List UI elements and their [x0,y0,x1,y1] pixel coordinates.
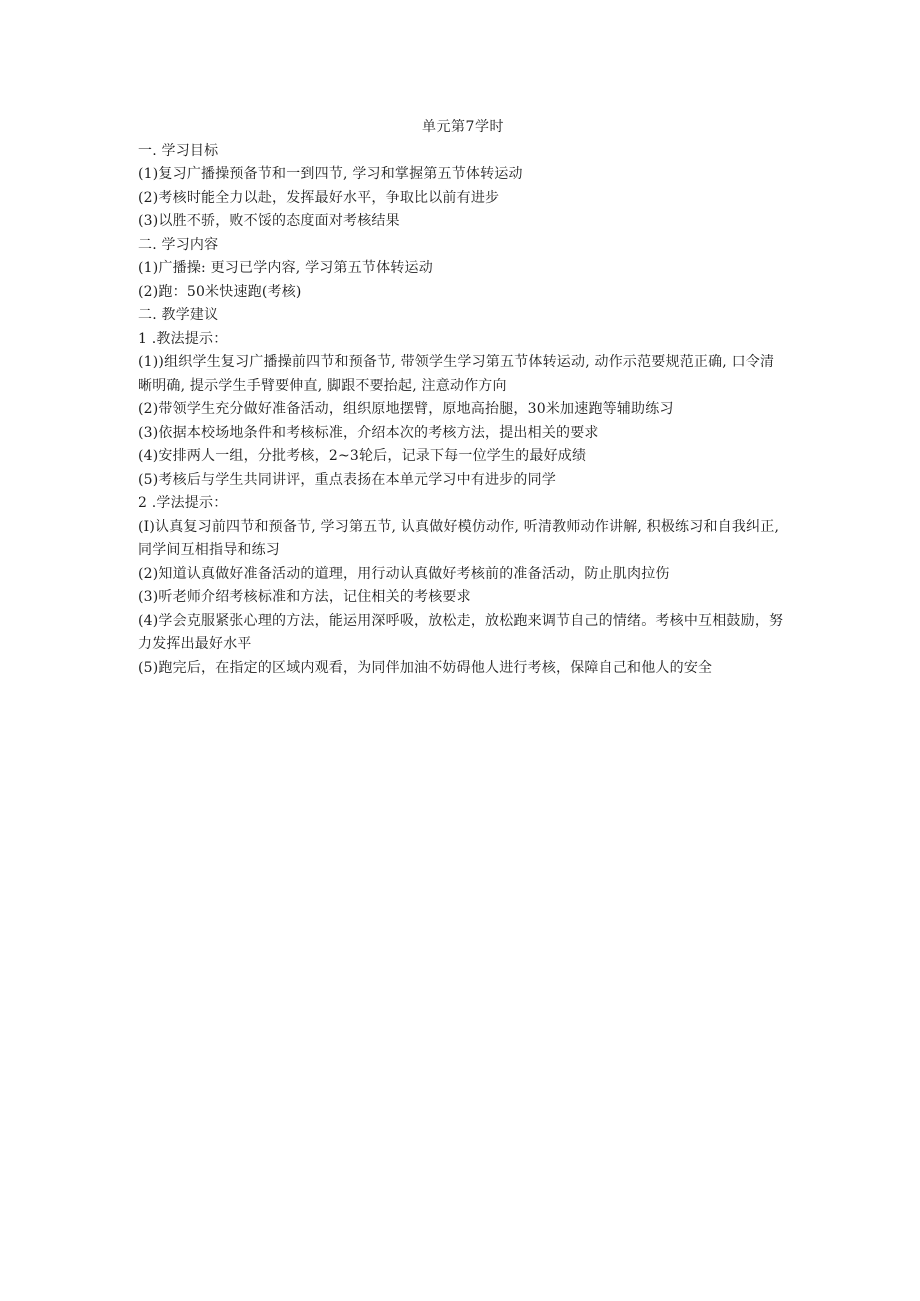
document-title: 单元第7学时 [422,119,504,135]
teaching-item-5: (5)考核后与学生共同讲评，重点表扬在本单元学习中有进步的同学 [138,471,557,488]
section-heading-goals: 一. 学习目标 [138,142,219,159]
teaching-item-3: (3)依据本校场地条件和考核标准，介绍本次的考核方法，提出相关的要求 [138,424,599,441]
goal-item-3: (3)以胜不骄，败不馁的态度面对考核结果 [138,213,400,229]
goal-item-2: (2)考核时能全力以赴，发挥最好水平，争取比以前有进步 [138,189,500,206]
document-body [138,116,788,680]
learning-item-1: (I)认真复习前四节和预备节, 学习第五节, 认真做好模仿动作, 听清教师动作讲解, 积极练习和自我纠正, 同学间互相指导和练习 [138,518,780,558]
content-item-2: (2)跑：50米快速跑(考核) [138,283,302,300]
teaching-item-1: (1))组织学生复习广播操前四节和预备节, 带领学生学习第五节体转运动, 动作示范要规范正确, 口令清晰明确, 提示学生手臂要伸直, 脚跟不要抬起, 注意动作方向 [138,354,775,394]
learning-item-4: (4)学会克服紧张心理的方法，能运用深呼吸，放松走，放松跑来调节自己的情绪。考核中互相鼓励，努力发挥出最好水平 [138,612,784,652]
learning-item-5: (5)跑完后，在指定的区域内观看，为同伴加油不妨碍他人进行考核，保障自己和他人的安全 [138,659,713,676]
subheading-learning-tips: 2 .学法提示： [138,495,228,511]
teaching-item-4: (4)安排两人一组，分批考核，2~3轮后，记录下每一位学生的最好成绩 [138,448,587,464]
goal-item-1: (1)复习广播操预备节和一到四节, 学习和掌握第五节体转运动 [138,166,523,182]
section-heading-contents: 二. 学习内容 [138,236,219,253]
section-heading-suggestions: 二. 教学建议 [138,307,219,323]
learning-item-3: (3)听老师介绍考核标准和方法，记住相关的考核要求 [138,589,471,605]
learning-item-2: (2)知道认真做好准备活动的道理，用行动认真做好考核前的准备活动，防止肌肉拉伤 [138,565,670,582]
subheading-teaching-tips: 1 .教法提示： [138,330,228,347]
content-item-1: (1)广播操: 更习已学内容, 学习第五节体转运动 [138,260,433,276]
teaching-item-2: (2)带领学生充分做好准备活动，组织原地摆臂，原地高抬腿，30米加速跑等辅助练习 [138,401,674,417]
